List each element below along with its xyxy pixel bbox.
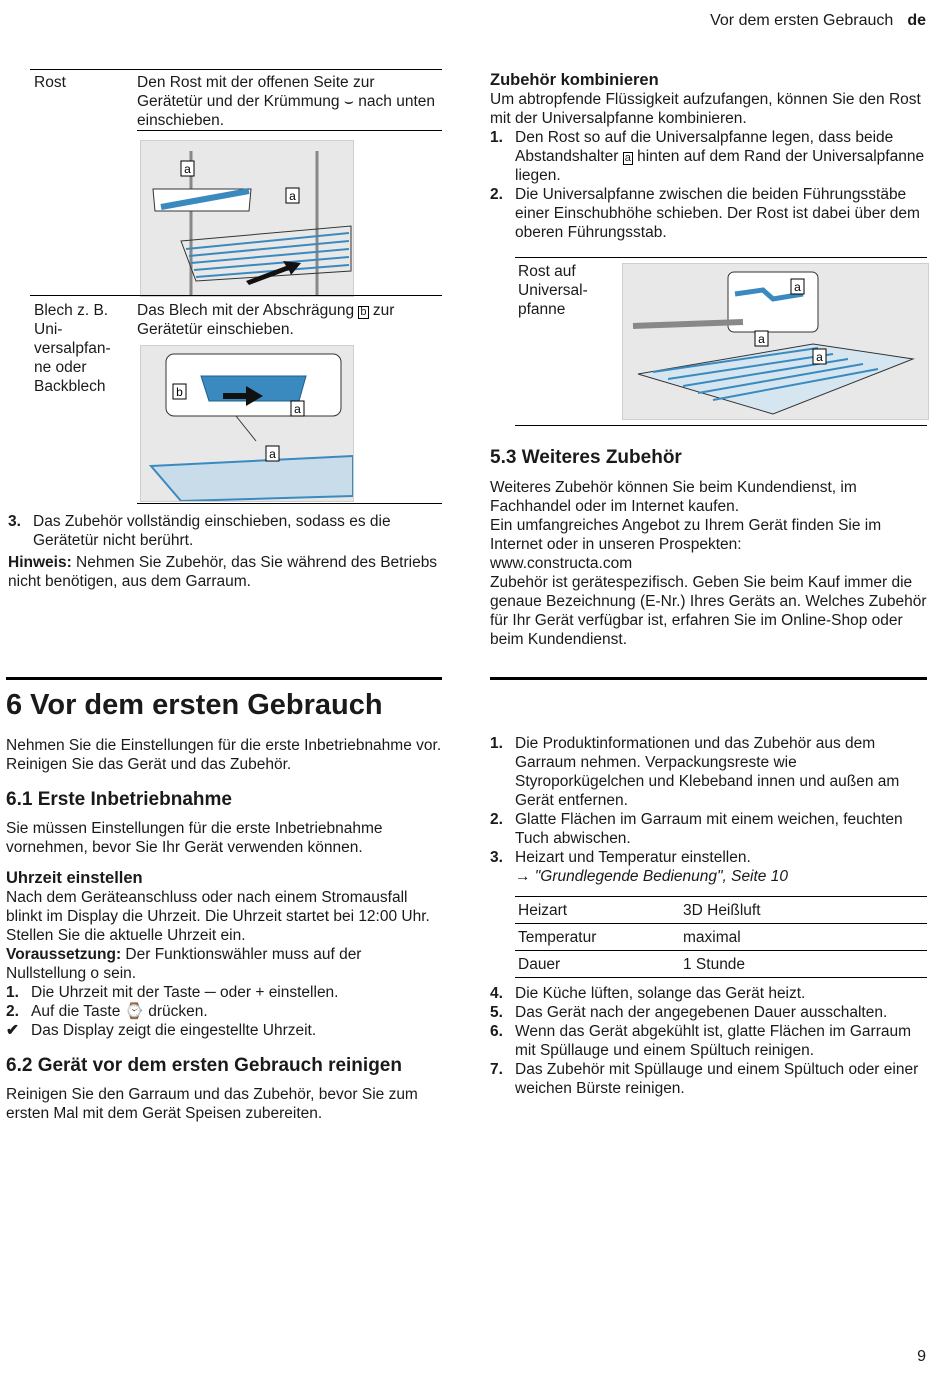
- chapter-rule-left: [6, 677, 442, 680]
- combine-fig-bottom-rule: [515, 425, 927, 426]
- combine-step-2: 2. Die Universalpfanne zwischen die beiden Führungsstäbe einer Einschubhöhe schieben. Der Rost ist dabei über dem oberen Führungsstab.: [490, 186, 920, 241]
- s62-title: 6.2 Gerät vor dem ersten Gebrauch reinigen: [6, 1055, 402, 1076]
- s62-text: Reinigen Sie den Garraum und das Zubehör, bevor Sie zum ersten Mal mit dem Gerät Speisen zubereiten.: [6, 1086, 418, 1122]
- clean-step-2: 2. Glatte Flächen im Garraum mit einem weichen, feuchten Tuch abwischen.: [490, 811, 903, 847]
- clean-step-7: 7. Das Zubehör mit Spüllauge und einem Spültuch oder einer weichen Bürste reinigen.: [490, 1061, 919, 1097]
- further-p3: Zubehör ist gerätespezifisch. Geben Sie beim Kauf immer die genaue Bezeichnung (E-Nr.) Ihres Geräts an. Welches Zubehör für Ihr Gerät verfügbar ist, erfahren Sie im Online-Shop oder beim Kundendienst.: [490, 574, 927, 648]
- chapter-rule-right: [490, 677, 927, 680]
- row-rost-desc: Den Rost mit der offenen Seite zur Gerätetür und der Krümmung ⌣ nach unten einschieben.: [137, 74, 435, 129]
- fig-pan-label-2: a: [758, 332, 765, 346]
- row-blech-desc: Das Blech mit der Abschrägung b zur Gerätetür einschieben.: [137, 302, 395, 338]
- s61-text: Sie müssen Einstellungen für die erste Inbetriebnahme vornehmen, bevor Sie Ihr Gerät verwenden können.: [6, 820, 383, 856]
- further-url: www.constructa.com: [490, 555, 633, 572]
- fig-rost-label-1: a: [184, 162, 191, 176]
- further-p2: Ein umfangreiches Angebot zu Ihrem Gerät finden Sie im Internet oder in unseren Prospekten:: [490, 517, 882, 553]
- step-3: 3. Das Zubehör vollständig einschieben, sodass es die Gerätetür nicht berührt.: [8, 513, 391, 549]
- clean-step-5: 5. Das Gerät nach der angegebenen Dauer ausschalten.: [490, 1004, 888, 1021]
- table-mid-rule: [30, 295, 442, 296]
- running-header: [710, 11, 926, 30]
- table-row: Dauer 1 Stunde: [515, 951, 927, 978]
- combine-fig-caption: Rost auf Universal-pfanne: [518, 263, 588, 318]
- chapter-left: [6, 688, 442, 1123]
- fig-pan-label-1: a: [794, 280, 801, 294]
- clean-step-1: 1. Die Produktinformationen und das Zubehör aus dem Garraum nehmen. Verpackungsreste wie Styroporkügelchen und Klebeband innen und außen am Gerät entfernen.: [490, 735, 900, 809]
- fig-blech-label-a2: a: [269, 447, 276, 461]
- header-section: Vor dem ersten Gebrauch: [710, 12, 894, 29]
- combine-fig-rule: [515, 257, 927, 258]
- clock-step-1: 1. Die Uhrzeit mit der Taste ─ oder + einstellen.: [6, 984, 339, 1001]
- page-number: 9: [917, 1348, 926, 1365]
- row-rost-rule: [137, 130, 442, 131]
- chapter-title: 6 Vor dem ersten Gebrauch: [6, 689, 383, 721]
- figure-rost-insert: [140, 140, 354, 297]
- further-p1: Weiteres Zubehör können Sie beim Kundendienst, im Fachhandel oder im Internet kaufen.: [490, 479, 857, 515]
- clock-title: Uhrzeit einstellen: [6, 869, 143, 887]
- figure-rost-on-pan: [622, 263, 929, 420]
- clock-result: ✔ Das Display zeigt die eingestellte Uhrzeit.: [6, 1022, 317, 1039]
- fig-blech-label-b: b: [176, 385, 183, 399]
- header-language: de: [907, 12, 926, 29]
- further-section: [490, 447, 930, 649]
- row-rost-name: Rost: [34, 74, 66, 91]
- fig-pan-label-3: a: [816, 350, 823, 364]
- box-label-b: b: [360, 306, 367, 318]
- clean-step-4: 4. Die Küche lüften, solange das Gerät heizt.: [490, 985, 806, 1002]
- s61-title: 6.1 Erste Inbetriebnahme: [6, 789, 232, 810]
- chapter-intro: Nehmen Sie die Einstellungen für die erste Inbetriebnahme vor. Reinigen Sie das Gerät und das Zubehör.: [6, 737, 442, 773]
- fig-rost-label-2: a: [289, 189, 296, 203]
- row-blech-name: Blech z. B. Uni-versalpfan-ne oder Backblech: [34, 302, 111, 395]
- combine-intro: Um abtropfende Flüssigkeit aufzufangen, können Sie den Rost mit der Universalpfanne kombinieren.: [490, 91, 921, 127]
- figure-blech-insert: [140, 345, 354, 502]
- clock-step-2: 2. Auf die Taste ⌚ drücken.: [6, 1003, 208, 1020]
- table-row: Temperatur maximal: [515, 924, 927, 951]
- cross-reference: → "Grundlegende Bedienung", Seite 10: [515, 868, 788, 885]
- prereq: Voraussetzung: Der Funktionswähler muss auf der Nullstellung o sein.: [6, 946, 362, 982]
- combine-title: Zubehör kombinieren: [490, 71, 659, 89]
- settings-table: [515, 896, 927, 978]
- table-top-rule: [30, 69, 442, 70]
- table-bottom-rule: [137, 503, 442, 504]
- clean-step-6: 6. Wenn das Gerät abgekühlt ist, glatte Flächen im Garraum mit Spüllauge und einem Spültuch reinigen.: [490, 1023, 912, 1059]
- clean-step-3: 3. Heizart und Temperatur einstellen.: [490, 849, 751, 866]
- table-row: Heizart 3D Heißluft: [515, 897, 927, 924]
- fig-blech-label-a1: a: [294, 402, 301, 416]
- combine-step-1: 1. Den Rost so auf die Universalpfanne legen, dass beide Abstandshalter a hinten auf dem Rand der Universalpfanne liegen.: [490, 129, 925, 184]
- cleaning-steps: [490, 734, 927, 1098]
- hint-paragraph: Hinweis: Nehmen Sie Zubehör, das Sie während des Betriebs nicht benötigen, aus dem Garraum.: [8, 554, 438, 590]
- curve-symbol: ⌣: [343, 93, 354, 110]
- combine-section: [490, 70, 930, 242]
- further-title: 5.3 Weiteres Zubehör: [490, 447, 682, 468]
- clock-text: Nach dem Geräteanschluss oder nach einem Stromausfall blinkt im Display die Uhrzeit. Die Uhrzeit startet bei 12:00 Uhr. Stellen Sie die aktuelle Uhrzeit ein.: [6, 889, 430, 944]
